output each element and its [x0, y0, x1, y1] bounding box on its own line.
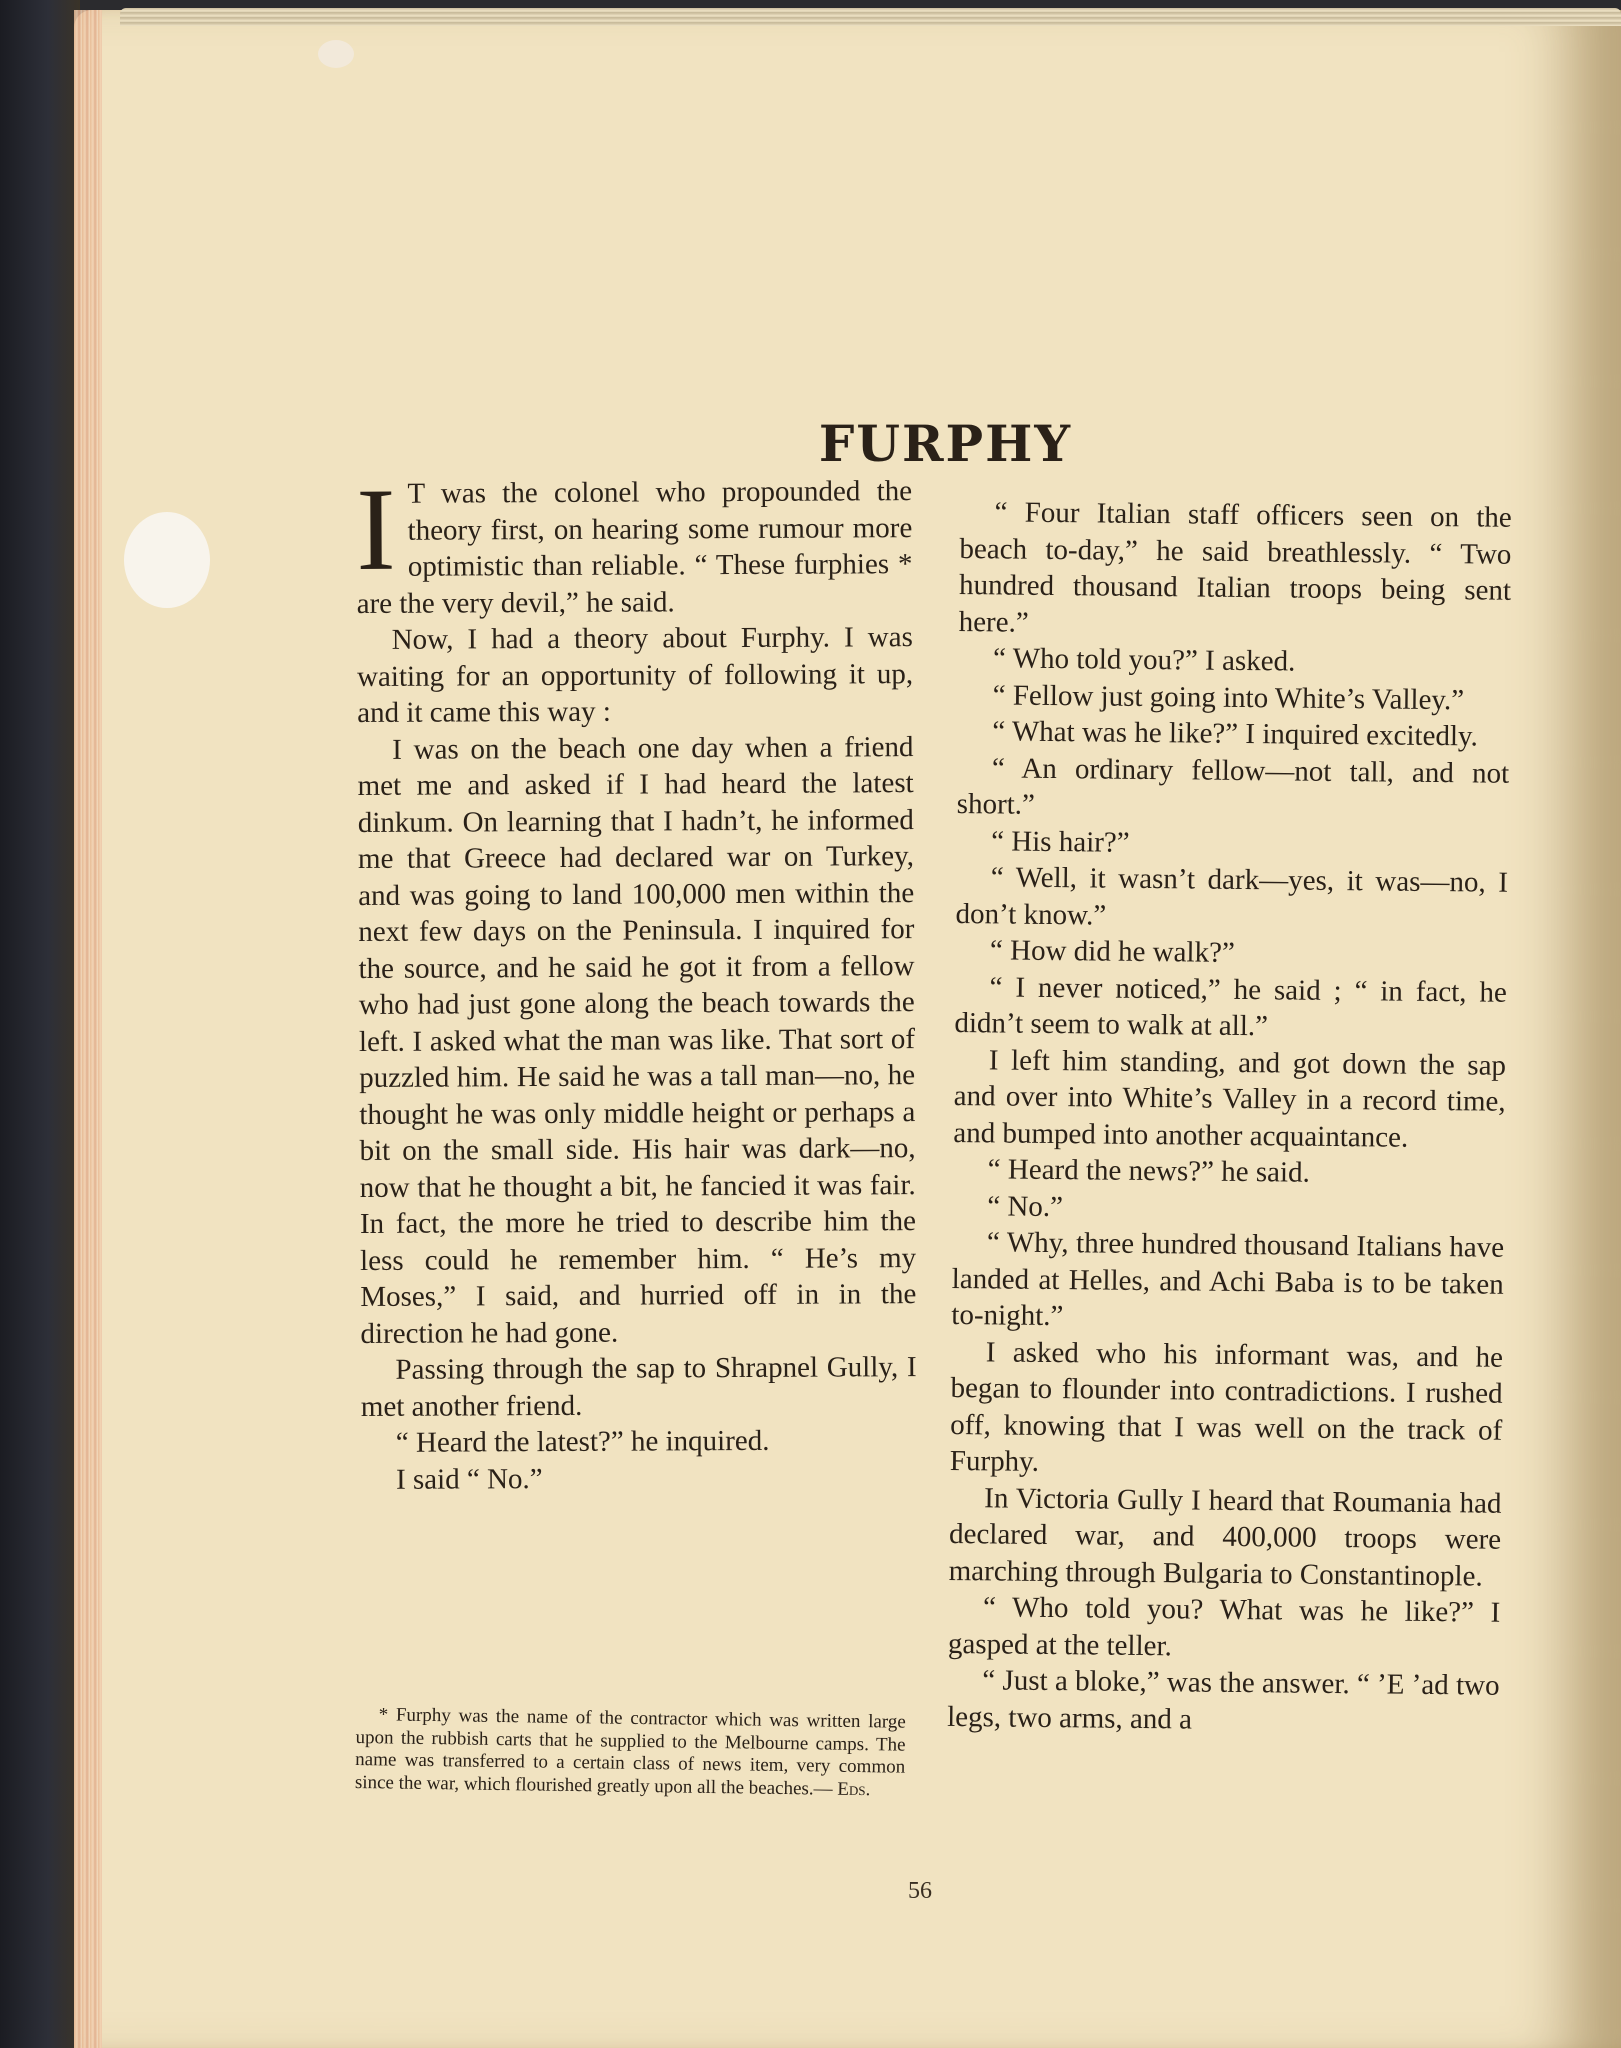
- paragraph: “ Why, three hundred thousand Italians have landed at Helles, and Achi Baba is to be taken to-night.”: [951, 1226, 1505, 1333]
- paragraph: I was on the beach one day when a friend met me and asked if I had heard the latest dinkum. On learning that I hadn’t, he informed me that Greece had declared war on Turkey, and was going to land 100,000 men within the next few days on the Peninsula. I inquired for the source, and he said he got it from a fellow who had just gone along the beach towards the left. I asked what the man was like. That sort of puzzled him. He said he was a tall man—no, he thought he was only middle height or perhaps a bit on the small side. His hair was dark—no, now that he thought a bit, he fancied it was fair. In fact, the more he tried to describe him the less could he remember him. “ He’s my Moses,” I said, and hurried off in in the direction he had gone.: [357, 730, 917, 1350]
- paragraph: T was the colonel who propounded the theory first, on hearing some rumour more optimistic than reliable. “ These furphies * are the very devil,” he said.: [356, 475, 913, 620]
- paragraph: “ I never noticed,” he said ; “ in fact, he didn’t seem to walk at all.”: [954, 970, 1507, 1043]
- paragraph: “ Fellow just going into White’s Valley.”: [992, 678, 1465, 716]
- page-edges: [74, 10, 102, 2048]
- paragraph: I left him standing, and got down the sap and over into White’s Valley in a record time, and bumped into another acquaintance.: [953, 1043, 1507, 1154]
- paragraph: “ Four Italian staff officers seen on the beach to-day,” he said breathlessly. “ Two hundred thousand Italian troops being sent here.”: [958, 496, 1512, 639]
- page-tear: [318, 40, 354, 68]
- book-binding: [0, 0, 80, 2048]
- page-number: 56: [908, 1878, 932, 1904]
- paragraph: In Victoria Gully I heard that Roumania had declared war, and 400,000 troops were marching through Bulgaria to Constantinople.: [948, 1481, 1502, 1593]
- top-page-edges: [120, 8, 1621, 26]
- right-column: [947, 494, 1512, 1741]
- paragraph: I asked who his informant was, and he began to flounder into contradictions. I rushed off, knowing that I was well on the track of Furphy.: [949, 1335, 1504, 1478]
- paragraph: I said “ No.”: [395, 1462, 543, 1496]
- paragraph: “ What was he like?” I inquired excitedly.: [992, 715, 1479, 753]
- paragraph: Now, I had a theory about Furphy. I was waiting for an opportunity of following it up, and it came this way :: [356, 621, 914, 729]
- paragraph: “ Just a bloke,” was the answer. “ ’E ’ad two legs, two arms, and a: [947, 1664, 1500, 1735]
- paragraph: “ Who told you? What was he like?” I gasped at the teller.: [947, 1591, 1501, 1662]
- paragraph: “ An ordinary fellow—not tall, and not short.”: [956, 751, 1510, 821]
- paragraph: “ Who told you?” I asked.: [992, 642, 1296, 678]
- footnote: [355, 1704, 906, 1802]
- paragraph: “ His hair?”: [990, 824, 1130, 859]
- paragraph: “ Well, it wasn’t dark—yes, it was—no, I don’t know.”: [955, 861, 1509, 932]
- footnote-text: * Furphy was the name of the contractor which was written large upon the rubbish carts that he supplied to the Melbourne camps. The name was transferred to a certain class of news item, very common since the war, which flourished greatly upon all the beaches.—: [354, 1704, 906, 1800]
- article-title: FURPHY: [818, 413, 1073, 473]
- paragraph: Passing through the sap to Shrapnel Gully, I met another friend.: [360, 1351, 917, 1423]
- paragraph: “ No.”: [987, 1189, 1064, 1223]
- left-column: [355, 463, 917, 1498]
- paragraph: “ Heard the latest?” he inquired.: [395, 1424, 770, 1459]
- drop-cap: I: [355, 463, 396, 595]
- paragraph: “ Heard the news?” he said.: [987, 1153, 1310, 1189]
- footnote-signature: Eds.: [837, 1778, 871, 1800]
- paragraph: “ How did he walk?”: [989, 934, 1235, 969]
- page-tear: [124, 512, 210, 608]
